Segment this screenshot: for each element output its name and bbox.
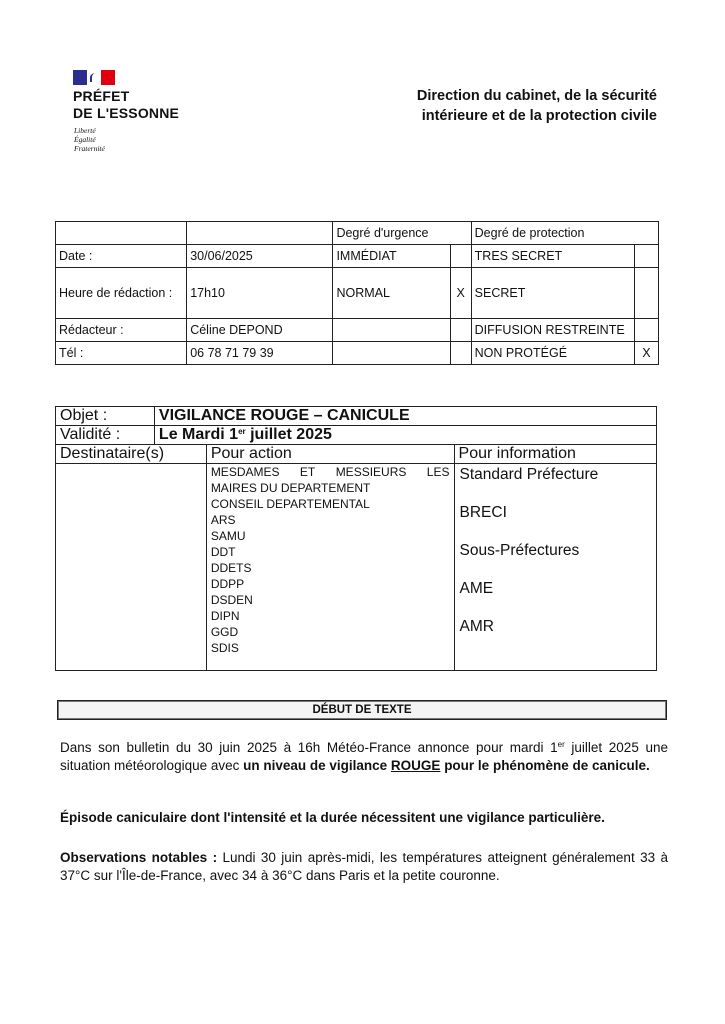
row-value: Céline DEPOND	[187, 319, 333, 342]
urgence-level: NORMAL	[333, 268, 450, 319]
row-label: Date :	[56, 245, 187, 268]
list-item: MAIRES DU DEPARTEMENT	[210, 481, 371, 495]
urgence-checkbox: X	[450, 268, 471, 319]
validite-value	[154, 426, 656, 445]
row-value: 30/06/2025	[187, 245, 333, 268]
row-label: Rédacteur :	[56, 319, 187, 342]
validite-sup: er	[238, 427, 246, 436]
paragraph-sup: er	[557, 740, 565, 749]
list-word: MESSIEURS	[335, 465, 407, 479]
paragraph-observations	[60, 849, 668, 885]
list-item: DSDEN	[210, 593, 253, 607]
row-label: Heure de rédaction :	[56, 268, 187, 319]
urgence-checkbox	[450, 245, 471, 268]
list-item: ARS	[210, 513, 236, 527]
protection-level: TRES SECRET	[471, 245, 634, 268]
urgence-checkbox	[450, 342, 471, 365]
debut-texte-banner: DÉBUT DE TEXTE	[57, 700, 667, 720]
table-row	[56, 342, 659, 365]
row-value: 17h10	[187, 268, 333, 319]
urgence-level	[333, 342, 450, 365]
protection-checkbox	[634, 268, 658, 319]
list-word: MESDAMES	[210, 465, 280, 479]
motto-egalite: Égalité	[74, 135, 96, 144]
destinataires-cell	[56, 464, 207, 671]
protection-level: SECRET	[471, 268, 634, 319]
paragraph-text: Lundi 30 juin après-midi, les températures atteignent généralement 33 à 37°C sur l'Île-de-France, avec 34 à 36°C dans Paris et la petite couronne.	[60, 850, 668, 883]
prefecture-name-line1: PRÉFET	[73, 88, 130, 104]
table-row	[56, 245, 659, 268]
direction-title	[417, 86, 657, 126]
destinataires-label: Destinataire(s)	[56, 445, 207, 464]
validite-row	[56, 426, 657, 445]
protection-checkbox	[634, 319, 658, 342]
list-item: Sous-Préfectures	[459, 542, 580, 559]
message-info-table	[55, 221, 659, 365]
row-value: 06 78 71 79 39	[187, 342, 333, 365]
action-list	[206, 464, 454, 671]
table-row	[56, 319, 659, 342]
recipients-header-row	[56, 445, 657, 464]
list-item	[211, 464, 450, 480]
protection-level: NON PROTÉGÉ	[471, 342, 634, 365]
protection-level: DIFFUSION RESTREINTE	[471, 319, 634, 342]
validite-text-end: juillet 2025	[245, 426, 332, 443]
information-label: Pour information	[454, 445, 656, 464]
objet-value: VIGILANCE ROUGE – CANICULE	[154, 407, 656, 426]
list-word: ET	[299, 465, 316, 479]
list-item: GGD	[210, 625, 239, 639]
list-item: SDIS	[210, 641, 239, 655]
paragraph-text: juillet 2025 une situation météorologique avec	[60, 740, 668, 773]
motto-fraternite: Fraternité	[74, 144, 105, 153]
row-label: Tél :	[56, 342, 187, 365]
list-item: SAMU	[210, 529, 246, 543]
motto-liberte: Liberté	[74, 126, 96, 135]
protection-checkbox: X	[634, 342, 658, 365]
list-item: CONSEIL DEPARTEMENTAL	[210, 497, 370, 511]
direction-line2: intérieure et de la protection civile	[421, 108, 657, 124]
paragraph-episode: Épisode caniculaire dont l'intensité et la durée nécessitent une vigilance particulière.	[60, 810, 605, 825]
prefecture-name	[73, 88, 179, 122]
paragraph-bold: pour le phénomène de canicule.	[440, 758, 650, 773]
list-item: AME	[459, 580, 494, 597]
paragraph-bulletin	[60, 739, 668, 775]
recipients-row	[56, 464, 657, 671]
marianne-logo-icon	[73, 70, 115, 85]
list-item: DIPN	[210, 609, 240, 623]
list-item: DDETS	[210, 561, 252, 575]
urgence-header: Degré d'urgence	[333, 222, 471, 245]
table-header-row	[56, 222, 659, 245]
list-item: BRECI	[459, 504, 507, 521]
information-list	[454, 464, 656, 671]
direction-line1: Direction du cabinet, de la sécurité	[416, 88, 657, 104]
vigilance-level: ROUGE	[390, 758, 441, 773]
objet-row	[56, 407, 657, 426]
table-row	[56, 268, 659, 319]
validite-label: Validité :	[56, 426, 155, 445]
republic-motto	[74, 126, 105, 153]
urgence-level	[333, 319, 450, 342]
paragraph-bold: un niveau de vigilance	[243, 758, 391, 773]
urgence-level: IMMÉDIAT	[333, 245, 450, 268]
observations-label: Observations notables :	[60, 850, 218, 865]
list-item: Standard Préfecture	[459, 466, 599, 483]
empty-cell	[187, 222, 333, 245]
list-word: LES	[426, 465, 450, 479]
empty-cell	[56, 222, 187, 245]
prefecture-name-line2: DE L'ESSONNE	[73, 105, 180, 121]
urgence-checkbox	[450, 319, 471, 342]
protection-checkbox	[634, 245, 658, 268]
list-item: DDT	[210, 545, 236, 559]
objet-label: Objet :	[56, 407, 155, 426]
paragraph-text: Dans son bulletin du 30 juin 2025 à 16h Météo-France annonce pour mardi 1	[60, 740, 558, 755]
list-item: AMR	[459, 618, 494, 635]
protection-header: Degré de protection	[471, 222, 658, 245]
action-label: Pour action	[206, 445, 454, 464]
validite-text: Le Mardi 1	[158, 426, 239, 443]
list-item: DDPP	[210, 577, 245, 591]
subject-table	[55, 406, 657, 671]
